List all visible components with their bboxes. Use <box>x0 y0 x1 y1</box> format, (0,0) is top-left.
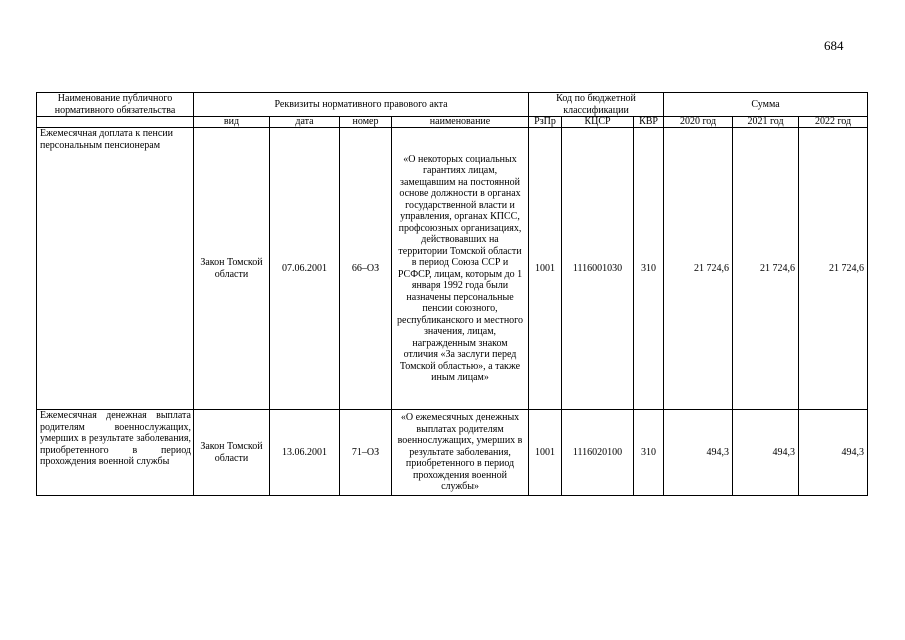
code-rzpr: 1001 <box>529 128 562 410</box>
header-obligation: Наименование публичного нормативного обязательства <box>37 93 194 117</box>
table-row <box>37 410 868 496</box>
subheader-number: номер <box>340 117 392 128</box>
sum-2022: 494,3 <box>799 410 868 496</box>
code-kvr: 310 <box>634 410 664 496</box>
act-type: Закон Томской области <box>194 410 270 496</box>
subheader-name: наименование <box>392 117 529 128</box>
header-act-requisites: Реквизиты нормативного правового акта <box>194 93 529 117</box>
header-budget-code: Код по бюджетной классификации <box>529 93 664 117</box>
sum-2020: 21 724,6 <box>664 128 733 410</box>
header-sum: Сумма <box>664 93 868 117</box>
act-title: «О некоторых социальных гарантиях лицам, замещавшим на постоянной основе должности в органах государственной власти и управления, органах КПСС, профсоюзных организациях, действовавших на территории Томской области в период Союза ССР и РСФСР, лицам, которым до 1 января 1992 года были назначены персональные пенсии союзного, республиканского и местного значения, лицам, награжденным знаком отличия «За заслуги перед Томской областью», а также иным лицам» <box>392 128 529 410</box>
act-title: «О ежемесячных денежных выплатах родителям военнослужащих, умерших в результате заболевания, приобретенного в период прохождения военной службы» <box>392 410 529 496</box>
table-row <box>37 128 868 410</box>
obligation-name: Ежемесячная денежная выплата родителям военнослужащих, умерших в результате заболевания, приобретенного в период прохождения военной службы <box>37 410 194 496</box>
subheader-kvr: КВР <box>634 117 664 128</box>
code-kcsr: 1116020100 <box>562 410 634 496</box>
sum-2022: 21 724,6 <box>799 128 868 410</box>
subheader-rzpr: РзПр <box>529 117 562 128</box>
obligation-name: Ежемесячная доплата к пенсии персональным пенсионерам <box>37 128 194 410</box>
subheader-2022: 2022 год <box>799 117 868 128</box>
code-rzpr: 1001 <box>529 410 562 496</box>
table-header-row <box>37 93 868 117</box>
sum-2021: 21 724,6 <box>733 128 799 410</box>
act-number: 66–ОЗ <box>340 128 392 410</box>
subheader-empty <box>37 117 194 128</box>
subheader-date: дата <box>270 117 340 128</box>
table-subheader-row <box>37 117 868 128</box>
subheader-2020: 2020 год <box>664 117 733 128</box>
subheader-kcsr: КЦСР <box>562 117 634 128</box>
page-number: 684 <box>824 38 844 53</box>
act-date: 07.06.2001 <box>270 128 340 410</box>
act-type: Закон Томской области <box>194 128 270 410</box>
subheader-2021: 2021 год <box>733 117 799 128</box>
sum-2020: 494,3 <box>664 410 733 496</box>
subheader-vid: вид <box>194 117 270 128</box>
act-number: 71–ОЗ <box>340 410 392 496</box>
sum-2021: 494,3 <box>733 410 799 496</box>
code-kvr: 310 <box>634 128 664 410</box>
obligations-table <box>36 92 868 496</box>
code-kcsr: 1116001030 <box>562 128 634 410</box>
act-date: 13.06.2001 <box>270 410 340 496</box>
